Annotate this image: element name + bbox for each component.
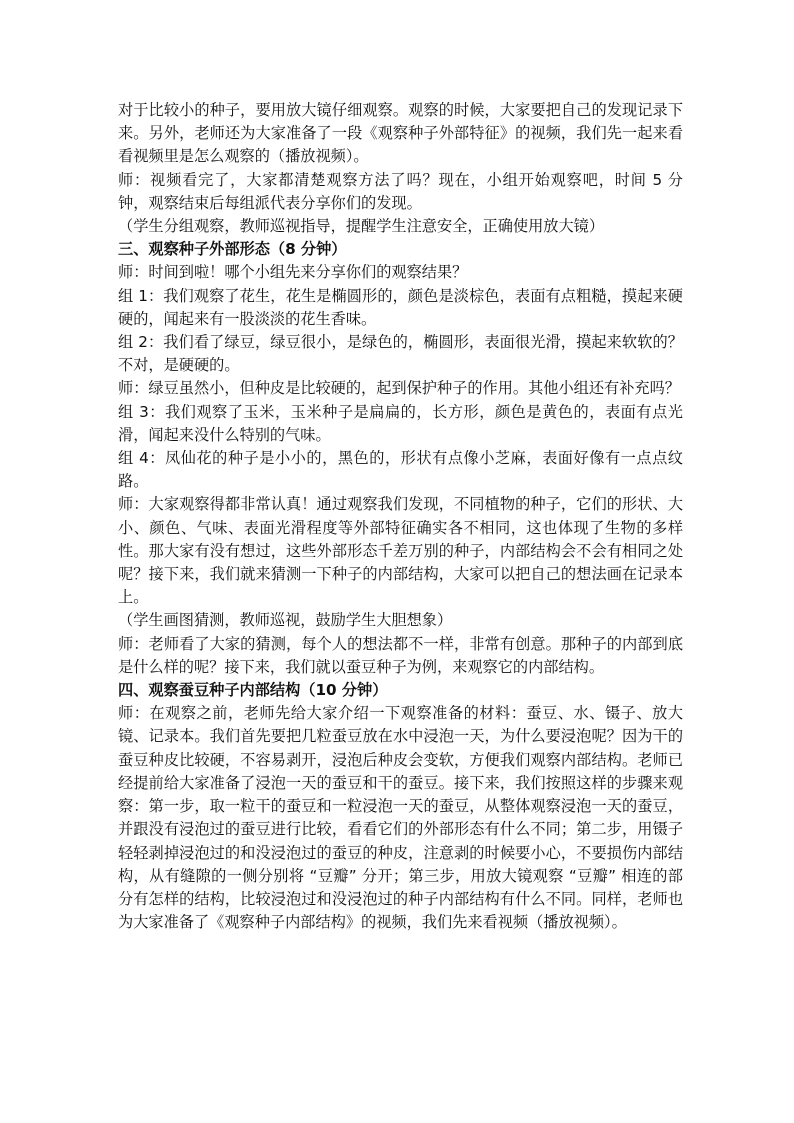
paragraph-1: 对于比较小的种子，要用放大镜仔细观察。观察的时候，大家要把自己的发现记录下来。另外，老师还为大家准备了一段《观察种子外部特征》的视频，我们先一起来看看视频里是怎么观察的（播放视频）。 [118, 101, 683, 166]
section-heading-3: 三、观察种子外部形态（8 分钟） [118, 240, 347, 259]
document-page [118, 99, 683, 934]
paragraph-13: 师：老师看了大家的猜测，每个人的想法都不一样，非常有创意。那种子的内部到底是什么样的呢？接下来，我们就以蚕豆种子为例，来观察它的内部结构。 [118, 634, 683, 676]
paragraph-11: 师：大家观察得都非常认真！通过观察我们发现，不同植物的种子，它们的形状、大小、颜色、气味、表面光滑程度等外部特征确实各不相同，这也体现了生物的多样性。那大家有没有想过，这些外部形态千差万别的种子，内部结构会不会有相同之处呢？接下来，我们就来猜测一下种子的内部结构，大家可以把自己的想法画在记录本上。 [118, 495, 683, 607]
paragraph-9: 组 3：我们观察了玉米，玉米种子是扁扁的，长方形，颜色是黄色的，表面有点光滑，闻起来没什么特别的气味。 [118, 402, 683, 444]
paragraph-2: 师：视频看完了，大家都清楚观察方法了吗？现在，小组开始观察吧，时间 5 分钟，观察结束后每组派代表分享你们的发现。 [118, 170, 683, 212]
paragraph-6: 组 1：我们观察了花生，花生是椭圆形的，颜色是淡棕色，表面有点粗糙，摸起来硬硬的，闻起来有一股淡淡的花生香味。 [118, 286, 683, 328]
paragraph-7: 组 2：我们看了绿豆，绿豆很小，是绿色的，椭圆形，表面很光滑，摸起来软软的？不对，是硬硬的。 [118, 333, 683, 375]
paragraph-10: 组 4：凤仙花的种子是小小的，黑色的，形状有点像小芝麻，表面好像有一点点纹路。 [118, 449, 683, 491]
paragraph-15: 师：在观察之前，老师先给大家介绍一下观察准备的材料：蚕豆、水、镊子、放大镜、记录本。我们首先要把几粒蚕豆放在水中浸泡一天，为什么要浸泡呢？因为干的蚕豆种皮比较硬，不容易剥开，浸泡后种皮会变软，方便我们观察内部结构。老师已经提前给大家准备了浸泡一天的蚕豆和干的蚕豆。接下来，我们按照这样的步骤来观察：第一步，取一粒干的蚕豆和一粒浸泡一天的蚕豆，从整体观察浸泡一天的蚕豆，并跟没有浸泡过的蚕豆进行比较，看看它们的外部形态有什么不同；第二步，用镊子轻轻剥掉浸泡过的和没浸泡过的蚕豆的种皮，注意剥的时候要小心，不要损伤内部结构，从有缝隙的一侧分别将 “豆瓣” 分开；第三步，用放大镜观察 “豆瓣” 相连的部分有怎样的结构，比较浸泡过和没浸泡过的种子内部结构有什么不同。同样，老师也为大家准备了《观察种子内部结构》的视频，我们先来看视频（播放视频）。 [118, 704, 683, 932]
section-heading-4: 四、观察蚕豆种子内部结构（10 分钟） [118, 681, 388, 700]
paragraph-12: （学生画图猜测，教师巡视，鼓励学生大胆想象） [118, 611, 453, 630]
paragraph-3: （学生分组观察，教师巡视指导，提醒学生注意安全，正确使用放大镜） [118, 217, 604, 236]
paragraph-8: 师：绿豆虽然小，但种皮是比较硬的，起到保护种子的作用。其他小组还有补充吗？ [118, 379, 680, 398]
paragraph-5: 师：时间到啦！哪个小组先来分享你们的观察结果？ [118, 263, 468, 282]
